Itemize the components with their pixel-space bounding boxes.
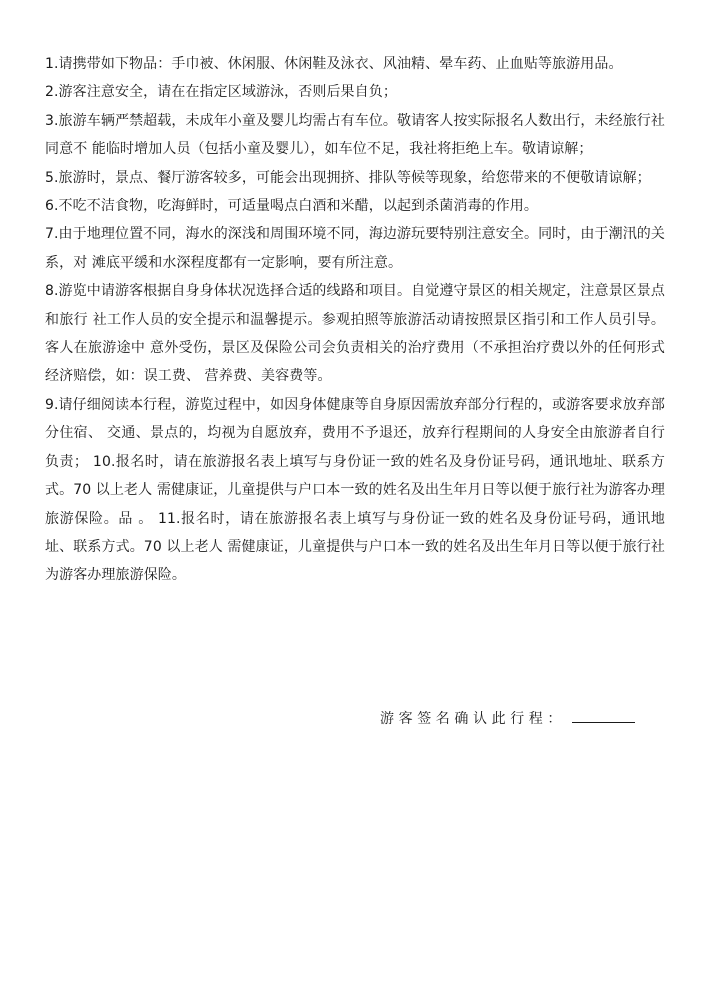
travel-notes-list (45, 50, 665, 590)
signature-section (380, 707, 635, 731)
signature-label: 游客签名确认此行程： (380, 711, 566, 727)
note-item-2: 2.游客注意安全，请在在指定区域游泳，否则后果自负； (45, 84, 397, 101)
signature-blank-line[interactable] (572, 707, 635, 723)
note-item-1: 1.请携带如下物品：手巾被、休闲服、休闲鞋及泳衣、风油精、晕车药、止血贴等旅游用品。 (45, 56, 623, 72)
note-item-8: 8.游览中请游客根据自身身体状况选择合适的线路和项目。自觉遵守景区的相关规定，注意景区景点和旅行 社工作人员的安全提示和温馨提示。参观拍照等旅游活动请按照景区指引和工作人员引导。客人在旅游途中 意外受伤，景区及保险公司会负责相关的治疗费用（不承担治疗费以外的任何形式经济赔偿，如：误工费、 营养费、美容费等。 (45, 283, 665, 385)
note-item-9: 9.请仔细阅读本行程，游览过程中，如因身体健康等自身原因需放弃部分行程的，或游客要求放弃部分住宿、 交通、景点的，均视为自愿放弃，费用不予退还，放弃行程期间的人身安全由旅游者自行负责； 10.报名时，请在旅游报名表上填写与身份证一致的姓名及身份证号码，通讯地址、联系方式。70 以上老人 需健康证，儿童提供与户口本一致的姓名及出生年月日等以便于旅行社为游客办理旅游保险。品 。 11.报名时，请在旅游报名表上填写与身份证一致的姓名及身份证号码，通讯地址、联系方式。70 以上老人 需健康证，儿童提供与户口本一致的姓名及出生年月日等以便于旅行社为游客办理旅游保险。 (45, 396, 665, 584)
note-item-3: 3.旅游车辆严禁超载，未成年小童及婴儿均需占有车位。敬请客人按实际报名人数出行，未经旅行社同意不 能临时增加人员（包括小童及婴儿），如车位不足，我社将拒绝上车。敬请谅解； (45, 112, 665, 158)
note-item-5: 5.旅游时，景点、餐厅游客较多，可能会出现拥挤、排队等候等现象，给您带来的不便敬请谅解； (45, 169, 651, 186)
note-item-7: 7.由于地理位置不同，海水的深浅和周围环境不同，海边游玩要特别注意安全。同时，由于潮汛的关系，对 滩底平缓和水深程度都有一定影响，要有所注意。 (45, 226, 665, 271)
note-item-6: 6.不吃不洁食物，吃海鲜时，可适量喝点白酒和米醋，以起到杀菌消毒的作用。 (45, 198, 538, 215)
